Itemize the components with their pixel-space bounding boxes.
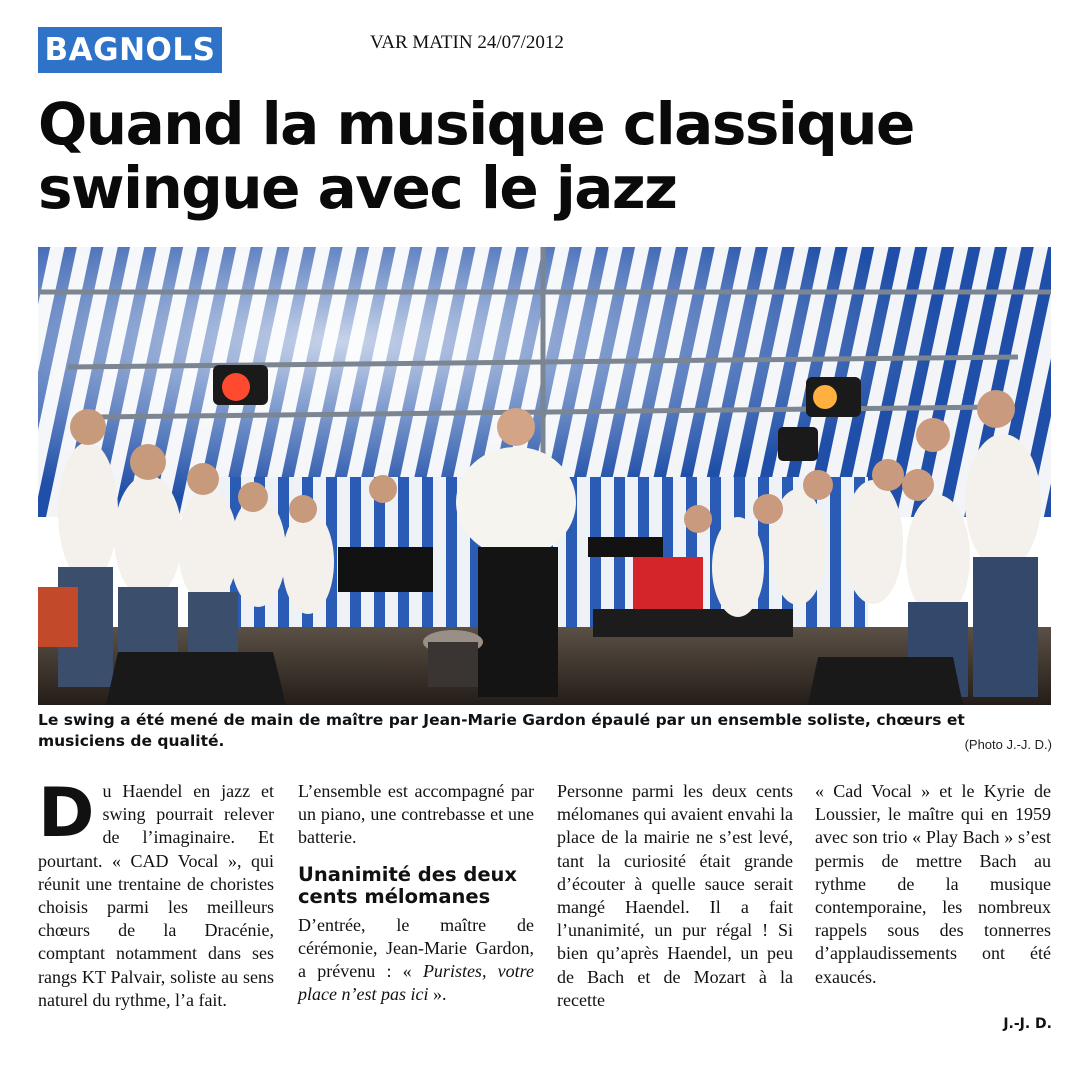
column-2-text bbox=[298, 914, 534, 1007]
drop-cap: D bbox=[38, 774, 95, 853]
author-signature: J.-J. D. bbox=[1003, 1016, 1052, 1032]
concert-photo bbox=[38, 247, 1051, 705]
spotlight-right-icon bbox=[806, 377, 861, 417]
headline-line-1: Quand la musique classique bbox=[38, 90, 914, 158]
photo-caption: Le swing a été mené de main de maître par Jean-Marie Gardon épaulé par un ensemble soliste, chœurs et musiciens de qualité. bbox=[38, 711, 965, 750]
column-2-intro: L’ensemble est accompagné par un piano, une contrebasse et une batterie. bbox=[298, 781, 534, 848]
article-column-2 bbox=[298, 780, 534, 1006]
column-2-lead: D’entrée, le maître de cérémonie, Jean-Marie Gardon, a prévenu : « bbox=[298, 914, 534, 982]
headline-line-2: swingue avec le jazz bbox=[38, 154, 677, 222]
photo-credit: (Photo J.-J. D.) bbox=[964, 737, 1052, 752]
article-column-1 bbox=[38, 774, 274, 1012]
headline bbox=[38, 92, 1048, 220]
quote: Puristes, votre place n’est pas ici bbox=[298, 961, 534, 1005]
article-column-4 bbox=[815, 780, 1051, 989]
column-4-text: « Cad Vocal » et le Kyrie de Loussier, le maître qui en 1959 avec son trio « Play Bach » s’est permis de mettre Bach au rythme de la musique contemporaine, les nombreux rappels sous des tonnerres d’applaudissements ont été exaucés. bbox=[815, 781, 1051, 987]
column-3-text: Personne parmi les deux cents mélomanes qui avaient envahi la place de la mairie ne s’est levé, tant la curiosité était grande d’écouter à quelle sauce serait mangé Haendel. Il a fait l’unanimité, un pur régal ! Si bien qu’après Haendel, un peu de Bach et de Mozart à la recette bbox=[557, 781, 793, 1010]
article-subhead: Unanimité des deux cents mélomanes bbox=[298, 862, 518, 908]
column-2-close: ». bbox=[428, 984, 447, 1005]
section-tag: BAGNOLS bbox=[38, 27, 222, 73]
source-dateline: VAR MATIN 24/07/2012 bbox=[370, 32, 564, 53]
article-column-3 bbox=[557, 780, 793, 1012]
column-1-text: u Haendel en jazz et swing pourrait relever de l’imaginaire. Et pourtant. « CAD Vocal », qui réunit une trentaine de choristes choisis parmi les meilleurs chœurs de la Dracénie, comptant notamment dans ses rangs KT Palvair, soliste au sens naturel du rythme, l’a fait. bbox=[38, 781, 274, 1010]
spotlight-left-icon bbox=[213, 365, 268, 405]
